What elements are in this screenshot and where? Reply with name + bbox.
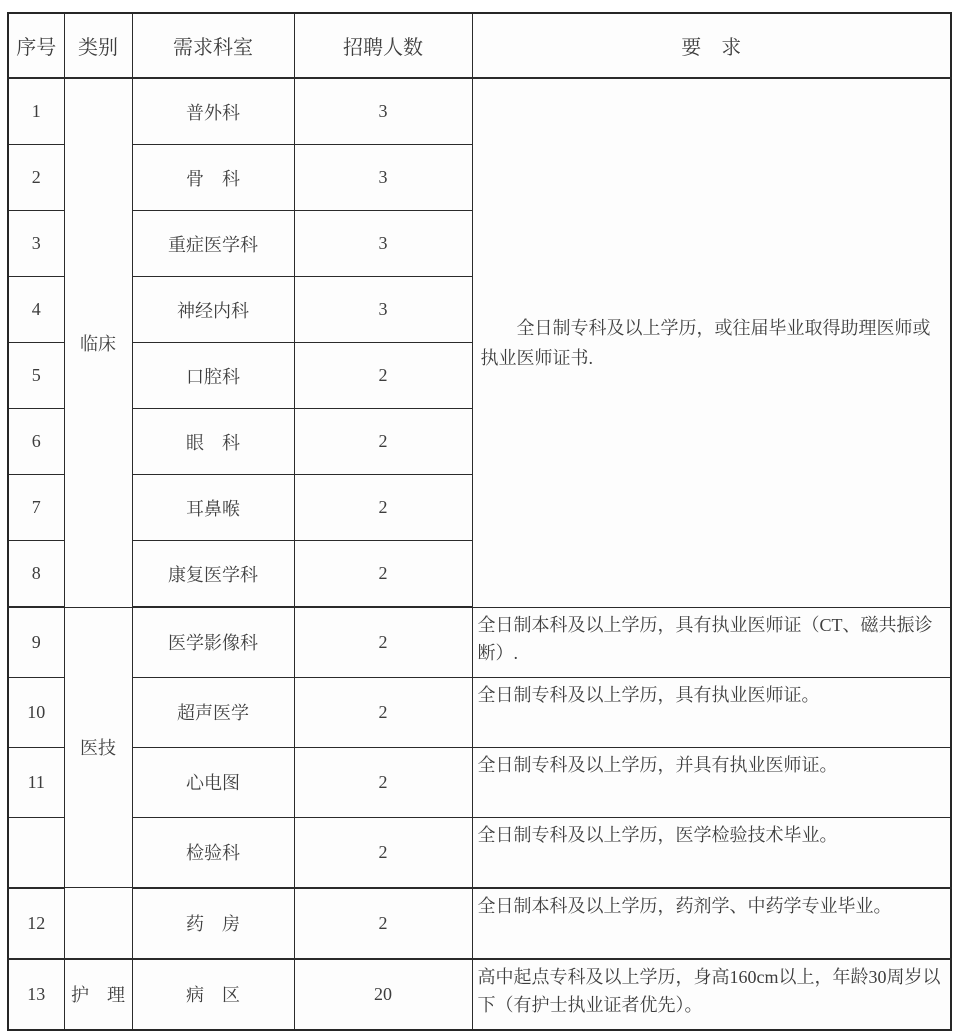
cell-category-empty <box>64 888 132 959</box>
cell-category-medtech: 医技 <box>64 607 132 888</box>
cell-index: 8 <box>8 541 64 608</box>
cell-count: 2 <box>294 888 472 959</box>
header-department: 需求科室 <box>132 13 294 78</box>
table-row <box>8 817 951 888</box>
cell-department: 重症医学科 <box>132 211 294 277</box>
table-row <box>8 677 951 747</box>
cell-department: 心电图 <box>132 747 294 817</box>
cell-requirement-clinical <box>472 78 951 607</box>
cell-index: 6 <box>8 409 64 475</box>
cell-index: 2 <box>8 145 64 211</box>
recruitment-table <box>7 12 952 1031</box>
cell-index: 11 <box>8 747 64 817</box>
cell-index: 5 <box>8 343 64 409</box>
cell-index: 4 <box>8 277 64 343</box>
cell-requirement: 高中起点专科及以上学历，身高160cm以上，年龄30周岁以下（有护士执业证者优先）。 <box>472 959 951 1030</box>
cell-category-nursing: 护 理 <box>64 959 132 1030</box>
cell-department: 医学影像科 <box>132 607 294 677</box>
header-index: 序号 <box>8 13 64 78</box>
cell-department: 骨 科 <box>132 145 294 211</box>
cell-index: 9 <box>8 607 64 677</box>
cell-requirement: 全日制专科及以上学历，医学检验技术毕业。 <box>472 817 951 888</box>
cell-count: 2 <box>294 409 472 475</box>
cell-count: 2 <box>294 747 472 817</box>
header-count: 招聘人数 <box>294 13 472 78</box>
cell-index: 10 <box>8 677 64 747</box>
cell-index: 12 <box>8 888 64 959</box>
cell-requirement: 全日制本科及以上学历，具有执业医师证（CT、磁共振诊断）. <box>472 607 951 677</box>
table-row <box>8 607 951 677</box>
table-row <box>8 888 951 959</box>
cell-index: 13 <box>8 959 64 1030</box>
cell-count: 3 <box>294 277 472 343</box>
cell-department: 检验科 <box>132 817 294 888</box>
header-category: 类别 <box>64 13 132 78</box>
table-row <box>8 78 951 145</box>
cell-count: 2 <box>294 475 472 541</box>
cell-department: 普外科 <box>132 78 294 145</box>
cell-department: 口腔科 <box>132 343 294 409</box>
cell-category-clinical: 临床 <box>64 78 132 607</box>
cell-index: 3 <box>8 211 64 277</box>
cell-department: 药 房 <box>132 888 294 959</box>
cell-count: 2 <box>294 817 472 888</box>
table-row <box>8 747 951 817</box>
cell-index: 7 <box>8 475 64 541</box>
cell-department: 超声医学 <box>132 677 294 747</box>
cell-requirement: 全日制本科及以上学历，药剂学、中药学专业毕业。 <box>472 888 951 959</box>
cell-count: 20 <box>294 959 472 1030</box>
header-requirement: 要 求 <box>472 13 951 78</box>
table-row <box>8 959 951 1030</box>
cell-index: 1 <box>8 78 64 145</box>
cell-requirement: 全日制专科及以上学历，具有执业医师证。 <box>472 677 951 747</box>
cell-department: 神经内科 <box>132 277 294 343</box>
cell-count: 2 <box>294 343 472 409</box>
cell-count: 2 <box>294 607 472 677</box>
cell-count: 3 <box>294 145 472 211</box>
cell-count: 3 <box>294 78 472 145</box>
cell-requirement: 全日制专科及以上学历，并具有执业医师证。 <box>472 747 951 817</box>
cell-count: 3 <box>294 211 472 277</box>
cell-department: 病 区 <box>132 959 294 1030</box>
cell-index <box>8 817 64 888</box>
header-row <box>8 13 951 78</box>
requirement-text: 全日制专科及以上学历，或往届毕业取得助理医师或执业医师证书. <box>480 317 931 368</box>
cell-count: 2 <box>294 541 472 608</box>
cell-department: 耳鼻喉 <box>132 475 294 541</box>
cell-count: 2 <box>294 677 472 747</box>
cell-department: 眼 科 <box>132 409 294 475</box>
cell-department: 康复医学科 <box>132 541 294 608</box>
